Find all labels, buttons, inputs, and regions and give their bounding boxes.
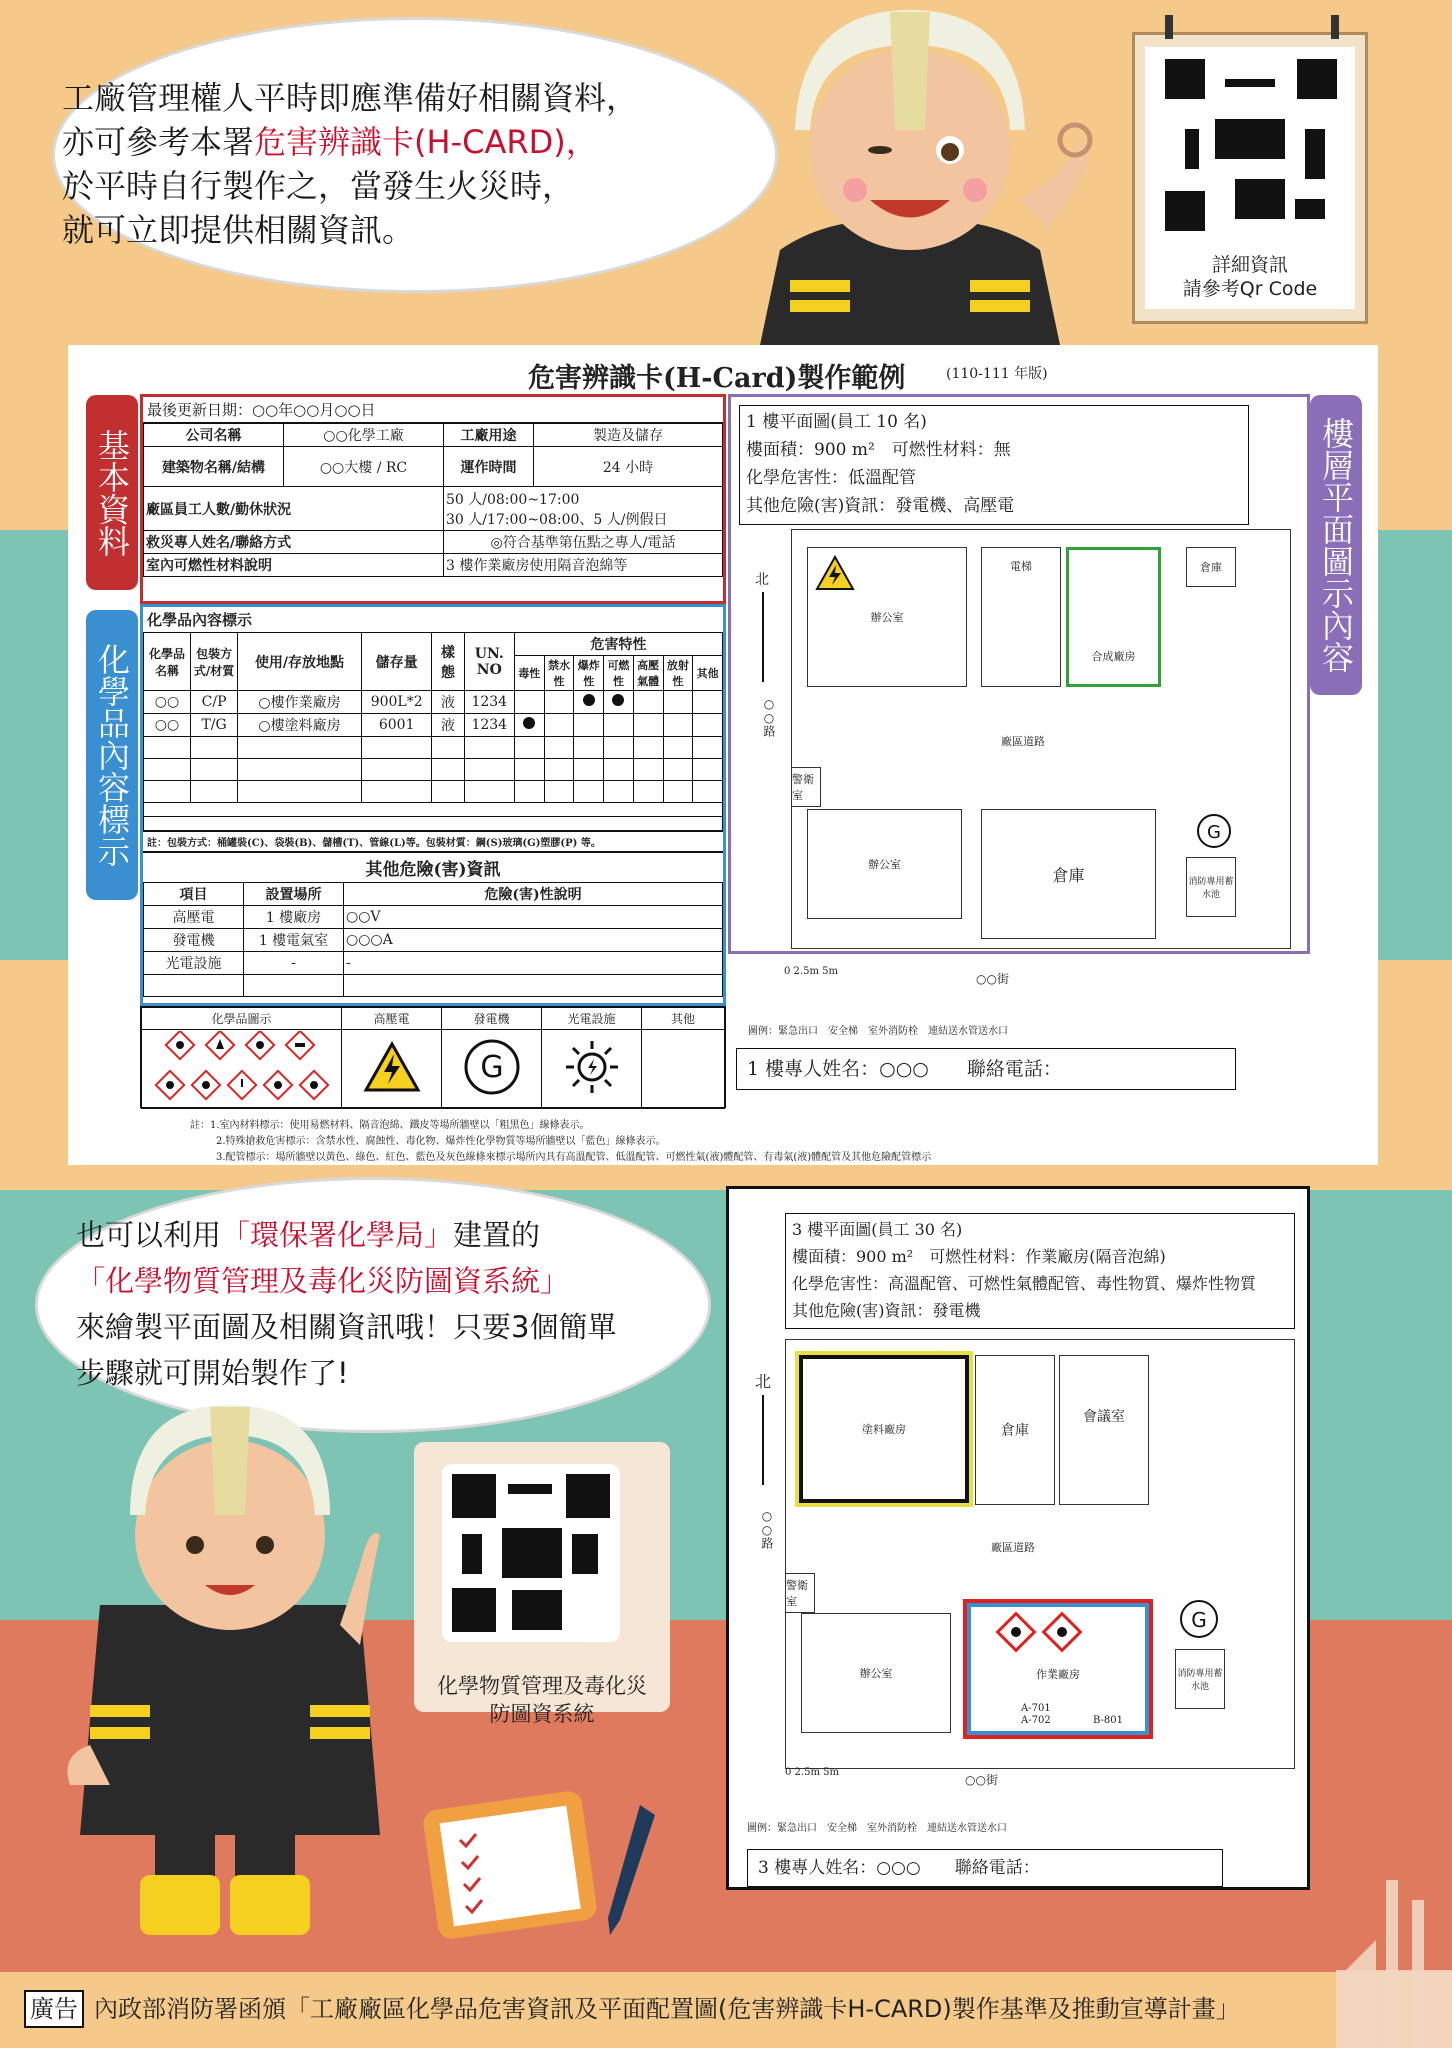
tab-floor-plan: 樓層平面圖示內容 [1310,395,1362,695]
svg-text:G: G [479,1050,504,1085]
floor3-tank-a701: A-701 [1021,1703,1051,1714]
floor3-work-plant: 作業廠房 [963,1599,1153,1739]
hazard-mark-cell [514,691,544,714]
icon-hdr-gen: 發電機 [442,1008,542,1030]
floor1-small-warehouse: 倉庫 [1186,547,1236,587]
floor3-street: ○○街 [965,1773,998,1787]
footer-ad-tag: 廣告 [24,1990,84,2028]
chem-cell-place: ○樓塗料廠房 [238,714,362,737]
intro-line-2: 亦可參考本署危害辨識卡(H-CARD)， [62,123,598,161]
basic-info-table [143,423,723,577]
chem-cell-un: 1234 [464,691,514,714]
floor1-fire-water: 消防專用蓄水池 [1186,857,1236,917]
card-notes: 註：1.室內材料標示：使用易燃材料、隔音泡綿、鐵皮等場所牆壁以「粗黑色」線條表示。 2.特殊搶救危害標示：含禁水性、腐蝕性、毒化物、爆炸性化學物質等場所牆壁以「藍色」線條表示。 3.配管標示：場所牆壁以黃色、綠色、紅色、藍色及灰色線條來標示場所內具有高溫配管、低溫配管、可燃性氣(液)體配管、有毒氣(液)體配管及其他危險配管標示 [190,1120,932,1163]
intro-line-1: 工廠管理權人平時即應準備好相關資料， [62,79,639,117]
floor1-warning-icon [815,555,855,595]
hazard-dot-icon [583,694,595,706]
use-value: 製造及儲存 [534,424,723,447]
hazard-mark-cell [604,714,634,737]
icon-hdr-hv: 高壓電 [342,1008,442,1030]
chem-cell-un: 1234 [464,714,514,737]
floor1-elevator: 電梯 [981,547,1061,687]
chem-col-place: 使用/存放地點 [238,633,362,691]
floor3-north: 北 [755,1372,772,1391]
promo-line-3: 來繪製平面圖及相關資訊哦！只要3個簡單 [76,1310,617,1344]
floor1-legend: 圖例：緊急出口 安全梯 室外消防栓 連結送水管送水口 [748,1026,1008,1037]
building-label: 建築物名稱/結構 [144,447,284,487]
promo-line-1: 也可以利用「環保署化學局」建置的 [76,1218,541,1252]
promo-line-4: 步驟就可開始製作了! [76,1356,349,1390]
floor3-tank-a702: A-702 [1021,1715,1051,1726]
other-hazard-cell: 1 樓電氣室 [244,929,344,952]
icon-row-table [141,1007,725,1109]
hazard-col-3: 可燃性 [604,656,634,691]
hours-value: 24 小時 [534,447,723,487]
hazard-col-4: 高壓氣體 [633,656,663,691]
updated-date: 最後更新日期：○○年○○月○○日 [143,397,723,423]
other-hazard-cell: 光電設施 [144,952,244,975]
hazard-mark-cell [514,714,544,737]
combust-value: 3 樓作業廠房使用隔音泡綿等 [444,554,723,577]
other-hazard-cell: 發電機 [144,929,244,952]
other-hazard-cell: - [244,952,344,975]
hazard-col-2: 爆炸性 [574,656,604,691]
company-value: ○○化學工廠 [284,424,444,447]
promo-text [76,1212,696,1396]
chem-cell-qty: 6001 [361,714,432,737]
hazard-mark-cell [574,714,604,737]
floor1-office-bottom: 辦公室 [807,809,962,919]
floor3-legend: 圖例：緊急出口 安全梯 室外消防栓 連結送水管送水口 [747,1823,1007,1834]
ghs-diamonds-icon [152,1031,332,1103]
chem-cell-state: 液 [432,714,464,737]
solar-facility-icon [542,1030,642,1109]
chem-cell-state: 液 [432,691,464,714]
chem-cell-name: ○○ [144,691,191,714]
floor1-warehouse: 倉庫 [981,809,1156,939]
high-voltage-icon [342,1030,442,1109]
hazard-mark-cell [574,691,604,714]
company-label: 公司名稱 [144,424,284,447]
floor1-info: 1 樓平面圖(員工 10 名) 樓面積：900 m² 可燃性材料：無 化學危害性：低溫配管 其他危險(害)資訊：發電機、高壓電 [739,405,1249,525]
floor3-tank-b801: B-801 [1093,1715,1123,1726]
floor1-scale: 0 2.5m 5m [784,966,838,977]
tab-basic-info: 基本資料 [86,395,138,590]
hazard-mark-cell [633,714,663,737]
floor3-warehouse: 倉庫 [975,1355,1055,1505]
floor1-factory-road: 廠區道路 [1001,735,1045,748]
hazard-dot-icon [612,694,624,706]
chem-section-title: 化學品內容標示 [147,611,253,629]
floor3-paint-plant: 塗料廠房 [799,1355,969,1503]
other-hazard-cell: 高壓電 [144,906,244,929]
floor3-fire-water: 消防專用蓄水池 [1175,1649,1225,1709]
promo-line-2: 「化學物質管理及毒化災防圖資系統」 [76,1264,570,1298]
floor3-office: 辦公室 [801,1613,951,1733]
floor3-scale: 0 2.5m 5m [785,1767,839,1778]
icon-hdr-other: 其他 [642,1008,725,1030]
hazard-col-0: 毒性 [514,656,544,691]
floor3-meeting-room: 會議室 [1059,1355,1149,1505]
chem-rows [144,691,723,803]
footer-text: 內政部消防署函頒「工廠廠區化學品危害資訊及平面配置圖(危害辨識卡H-CARD)製作基準及推動宣導計畫」 [94,1995,1240,2023]
other-hazard-row [144,906,723,929]
hcard-version: (110-111 年版) [946,366,1048,382]
hazard-mark-cell [693,714,723,737]
floor3-factory-road: 廠區道路 [991,1541,1035,1554]
building-value: ○○大樓 / RC [284,447,444,487]
hazard-mark-cell [663,714,693,737]
floor1-synthesis-plant: 合成廠房 [1066,547,1161,687]
floor3-guard-room: 警衛室 [785,1573,815,1613]
intro-line-4: 就可立即提供相關資訊。 [62,211,415,249]
chem-cell-place: ○樓作業廠房 [238,691,362,714]
hours-label: 運作時間 [444,447,534,487]
floor1-north-arrow [762,592,764,682]
ghs-pictograms [142,1030,342,1109]
qr-bottom-caption: 化學物質管理及毒化災 防圖資系統 [437,1674,647,1726]
floor3-generator-icon [1179,1599,1219,1643]
chem-cell-qty: 900L*2 [361,691,432,714]
intro-line-3: 於平時自行製作之，當發生火災時， [62,167,575,205]
floor1-box [728,394,1310,954]
floor1-guard-room: 警衛室 [791,767,821,807]
icon-hdr-chem: 化學品圖示 [142,1008,342,1030]
qr-code-top[interactable] [1165,59,1337,231]
chem-col-pack: 包裝方式/材質 [191,633,238,691]
icon-row [140,1006,726,1108]
chem-cell-name: ○○ [144,714,191,737]
hazard-header: 危害特性 [514,633,722,656]
staff-label: 廠區員工人數/勤休狀況 [144,487,444,531]
chem-cell-pack: C/P [191,691,238,714]
qr-top-caption: 詳細資訊 請參考Qr Code [1182,254,1318,300]
floor3-info: 3 樓平面圖(員工 30 名) 樓面積：900 m² 可燃性材料：作業廠房(隔音泡綿) 化學危害性：高溫配管、可燃性氣體配管、毒性物質、爆炸性物質 其他危險(害)資訊：發電機 [785,1213,1295,1329]
clipboard-illustration [420,1780,620,1940]
generator-icon [442,1030,542,1109]
qr-board-top [1132,32,1368,324]
firefighter-top-illustration [720,0,1100,345]
qr-code-bottom[interactable] [442,1464,620,1642]
pen-icon [600,1800,660,1944]
floor3-north-arrow [762,1395,764,1485]
hazard-mark-cell [693,691,723,714]
other-hazard-row [144,952,723,975]
other-icon-cell [642,1030,725,1109]
qr-board-bottom [414,1442,670,1726]
icon-hdr-solar: 光電設施 [542,1008,642,1030]
hazard-mark-cell [544,691,574,714]
floor1-road-side: ○○路 [762,697,776,737]
tab-chemical-label: 化學品內容標示 [86,610,138,900]
floor1-north: 北 [755,572,769,588]
chem-col-un: UN. NO [464,633,514,691]
hazard-col-6: 其他 [693,656,723,691]
hazard-mark-cell [544,714,574,737]
hazard-mark-cell [663,691,693,714]
chem-col-name: 化學品名稱 [144,633,191,691]
svg-text:G: G [1191,1608,1207,1632]
firefighter-bottom-illustration [60,1405,410,1945]
combust-label: 室內可燃性材料說明 [144,554,444,577]
hazard-dot-icon [523,717,535,729]
other-hazard-cell: - [344,952,723,975]
floor3-road-side: ○○路 [760,1509,774,1549]
chem-col-state: 樣態 [432,633,464,691]
other-hazard-cell: 1 樓廠房 [244,906,344,929]
other-hazard-table [143,882,723,997]
rescue-label: 救災專人姓名/聯絡方式 [144,531,444,554]
floor1-generator-icon [1196,813,1232,853]
staff-value: 50 人/08:00~17:00 30 人/17:00~08:00、5 人/例假日 [444,487,723,531]
chemical-box [140,604,726,1006]
hcard-title: 危害辨識卡(H-Card)製作範例 [528,363,906,394]
other-col-desc: 危險(害)性說明 [344,883,723,906]
intro-text [62,76,762,252]
hazard-mark-cell [633,691,663,714]
floor1-office-top: 辦公室 [807,547,967,687]
hazard-mark-cell [604,691,634,714]
qr-top-paper [1145,47,1355,309]
svg-text:G: G [1207,822,1221,843]
floor1-contact: 1 樓專人姓名：○○○ 聯絡電話： [736,1048,1236,1090]
other-hazard-cell: ○○V [344,906,723,929]
hazard-col-1: 禁水性 [544,656,574,691]
pin-left [1165,15,1173,39]
floor1-street: ○○街 [976,972,1009,986]
floor3-hazard-icons [991,1609,1091,1663]
other-hazard-cell: ○○○A [344,929,723,952]
other-col-place: 設置場所 [244,883,344,906]
chem-row [144,691,723,714]
floor3-contact: 3 樓專人姓名：○○○ 聯絡電話： [747,1849,1223,1887]
other-section-title: 其他危險(害)資訊 [143,851,723,882]
other-col-item: 項目 [144,883,244,906]
chem-note: 註：包裝方式：桶罐裝(C)、袋裝(B)、儲槽(T)、管線(L)等。包裝材質：鋼(S)玻璃(G)塑膠(P) 等。 [143,831,723,851]
chem-cell-pack: T/G [191,714,238,737]
hazard-col-5: 放射性 [663,656,693,691]
chemical-table [143,632,723,831]
rescue-value: ◎符合基準第伍點之專人/電話 [444,531,723,554]
use-label: 工廠用途 [444,424,534,447]
other-rows [144,906,723,975]
floor3-box [726,1186,1310,1890]
pin-right [1331,15,1339,39]
chem-row [144,714,723,737]
other-hazard-row [144,929,723,952]
factory-illustration [1336,1850,1452,2048]
chem-col-qty: 儲存量 [361,633,432,691]
basic-info-box [140,394,726,604]
